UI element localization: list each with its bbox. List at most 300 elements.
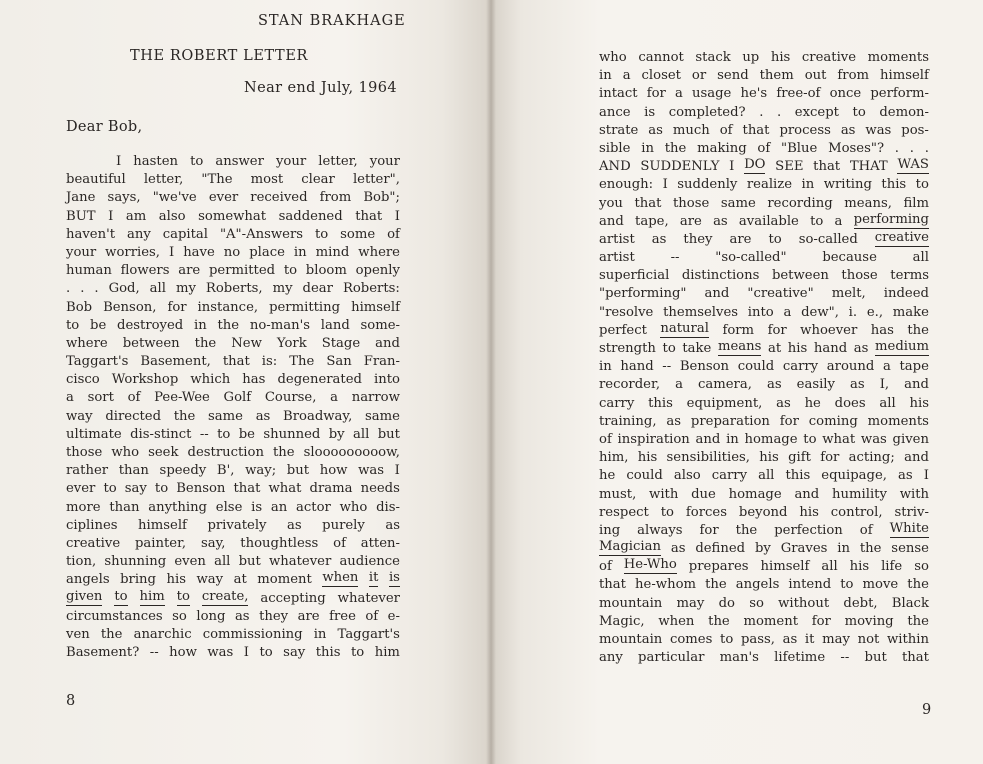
word: some- [360, 317, 400, 333]
word: him, [599, 450, 629, 466]
word: which [190, 372, 231, 388]
word: it [804, 632, 815, 647]
underlined-word: to [114, 588, 128, 604]
word: in [293, 244, 307, 260]
word: be [238, 426, 255, 442]
word: haven't [66, 226, 116, 242]
word: rather [66, 463, 109, 479]
word: The [289, 354, 315, 370]
word: you [599, 195, 623, 211]
word: Taggart's [66, 354, 129, 370]
word: this [785, 468, 811, 484]
word: to [66, 317, 80, 333]
word: "The [201, 172, 233, 188]
word: all [149, 281, 166, 297]
word: usage [691, 86, 732, 102]
word: -- [670, 250, 680, 266]
word: I [394, 463, 400, 479]
text-line [66, 280, 400, 298]
word: humility [832, 486, 887, 502]
word: the [173, 408, 196, 424]
word: and [794, 486, 820, 502]
word: from [319, 190, 352, 206]
word: to [103, 481, 117, 497]
word: to [217, 426, 231, 442]
text-line [66, 299, 400, 317]
word: dew", [801, 304, 839, 320]
word: gift [788, 450, 811, 466]
text-line [66, 244, 400, 262]
text-line [599, 413, 929, 431]
word: as [670, 541, 686, 557]
word: pos- [901, 122, 929, 138]
word: I [729, 159, 735, 175]
word: narrow [351, 390, 400, 406]
word: all [214, 554, 231, 570]
word: much [672, 122, 710, 138]
word: anything [148, 499, 208, 515]
word: mind [315, 244, 350, 260]
word: moments [867, 413, 929, 429]
word: they [259, 608, 289, 624]
word: artist [599, 231, 635, 247]
word: process [779, 122, 831, 138]
word: dis- [376, 499, 400, 515]
word: whatever [337, 590, 400, 606]
word: AND [599, 159, 631, 175]
word: carry [711, 468, 748, 484]
text-line [599, 504, 929, 522]
word: striv- [894, 504, 929, 520]
word: also [673, 468, 701, 484]
word: as [713, 213, 728, 229]
word: stack [695, 50, 731, 65]
word: also [158, 208, 186, 224]
word: tion, [66, 554, 97, 570]
word: himself [351, 299, 400, 315]
word: my [175, 281, 196, 297]
word: . [894, 140, 899, 156]
word: from [837, 68, 870, 84]
word: in [726, 431, 739, 447]
word: a [622, 68, 631, 84]
word: the [907, 322, 929, 338]
word: so [914, 559, 929, 575]
word: respect [599, 504, 649, 520]
word: forces [685, 504, 727, 520]
word: BUT [66, 208, 96, 224]
word: ultimate [66, 426, 122, 442]
word: seek [148, 445, 179, 460]
word: way [196, 572, 224, 588]
text-line [66, 517, 400, 535]
word: I [168, 244, 175, 260]
word: how [169, 645, 197, 661]
word: comes [669, 632, 713, 647]
word: as [648, 122, 663, 138]
word: intend [788, 577, 832, 593]
word: man's [719, 650, 759, 666]
word: says, [107, 190, 141, 206]
word: for [779, 413, 799, 429]
word: but [286, 463, 310, 479]
word: particular [638, 650, 705, 666]
word: what [822, 431, 856, 447]
word: no [223, 244, 241, 260]
text-line [599, 486, 929, 504]
underlined-word: WAS [897, 157, 929, 173]
word: cisco [66, 372, 100, 388]
text-line [599, 285, 929, 303]
word: that [634, 195, 662, 211]
word: lifetime [774, 650, 826, 666]
word: this [315, 645, 341, 661]
text-line [599, 104, 929, 122]
word: shunning [104, 554, 167, 570]
word: realize [746, 177, 793, 193]
word: that [222, 354, 250, 370]
text-line [599, 395, 929, 413]
word: actor [296, 499, 331, 515]
word: take [682, 341, 712, 356]
word: letter, [318, 154, 358, 169]
word: a [66, 390, 74, 406]
word: so [172, 608, 187, 624]
word: -- [662, 359, 672, 375]
word: dear [302, 281, 333, 297]
word: move [862, 577, 899, 593]
word: I [243, 645, 249, 661]
word: . [909, 140, 914, 156]
word: some [340, 226, 376, 242]
word: always [637, 522, 683, 538]
word: -- [840, 650, 850, 666]
word: -- [199, 426, 209, 442]
word: his [849, 559, 870, 575]
word: at [233, 572, 247, 588]
word: the [664, 140, 687, 156]
word: mountain [599, 595, 663, 611]
text-line [599, 358, 929, 376]
word: within [886, 632, 929, 647]
word: was [358, 463, 385, 479]
word: indeed [883, 286, 929, 302]
word: I [108, 208, 114, 224]
underlined-word: him [139, 588, 165, 604]
word: same [365, 408, 400, 424]
word: to [840, 577, 854, 593]
word: where [66, 335, 108, 351]
text-line [66, 189, 400, 207]
word: in [194, 317, 207, 333]
word: privately [207, 517, 267, 533]
word: Stage [321, 335, 361, 351]
text-line [599, 540, 929, 558]
word: permitting [269, 299, 341, 315]
running-head: STAN BRAKHAGE [258, 13, 406, 29]
word: even [174, 554, 206, 570]
word: creative [66, 535, 121, 551]
left-page-body [66, 153, 400, 662]
word: as [850, 377, 865, 393]
word: perfection [774, 522, 843, 538]
text-line [599, 176, 929, 194]
word: between [771, 268, 829, 284]
word: Course, [264, 390, 317, 406]
word: due [691, 486, 716, 502]
word: Black [891, 595, 929, 611]
word: ever [208, 190, 239, 206]
text-line [599, 231, 929, 249]
word: is [251, 499, 263, 515]
word: the [735, 522, 758, 538]
word: demon- [879, 104, 929, 120]
word: for [767, 322, 787, 338]
word: do [718, 595, 735, 611]
word: say [124, 481, 147, 497]
word: as [651, 231, 667, 247]
word: perform- [870, 86, 929, 102]
word: same [208, 408, 243, 424]
word: so [749, 595, 764, 611]
word: in [599, 68, 612, 84]
text-line [599, 249, 929, 267]
word: may [676, 595, 705, 611]
word: and [704, 286, 730, 302]
word: a [674, 86, 683, 102]
word: sense [891, 541, 929, 557]
word: once [829, 86, 862, 102]
word: in [801, 177, 815, 193]
text-line [66, 426, 400, 444]
text-line [599, 376, 929, 394]
word: Bob"; [363, 190, 400, 206]
word: and [375, 335, 400, 351]
word: those [66, 445, 103, 460]
word: themselves [663, 304, 739, 320]
word: enough: [599, 177, 654, 193]
word: . [776, 104, 782, 120]
word: beyond [738, 504, 788, 520]
word: speedy [159, 463, 207, 479]
word: but [377, 426, 400, 442]
word: as [766, 377, 782, 393]
text-line [66, 535, 400, 553]
word: for [167, 299, 187, 315]
word: ing [599, 522, 621, 538]
word: letter", [352, 172, 400, 188]
word: of [599, 431, 612, 447]
word: for [811, 613, 831, 629]
word: mountain [599, 632, 663, 647]
word: must, [599, 486, 637, 502]
word: Workshop [111, 372, 179, 388]
word: ciplines [66, 517, 118, 533]
text-line [599, 213, 929, 231]
word: how [319, 463, 348, 479]
word: he [599, 468, 616, 484]
text-line [599, 576, 929, 594]
word: that [742, 122, 770, 138]
word: circumstances [66, 608, 163, 624]
word: moments [867, 50, 929, 65]
text-line [599, 267, 929, 285]
word: thoughtless [240, 535, 319, 551]
salutation: Dear Bob, [66, 119, 143, 135]
word: to [662, 341, 676, 356]
text-line [599, 85, 929, 103]
word: Graves [780, 541, 828, 557]
word: equipment, [686, 395, 763, 411]
word: letter, [143, 172, 184, 188]
word: as [853, 341, 869, 356]
word: whatever [268, 554, 332, 570]
word: say [283, 645, 306, 661]
word: has [242, 372, 266, 388]
word: inspiration [617, 431, 690, 447]
word: life [881, 559, 903, 575]
word: the [100, 626, 123, 642]
word: way; [245, 463, 277, 479]
word: directed [105, 408, 162, 424]
underlined-word: DO [744, 157, 766, 173]
word: . [924, 140, 929, 156]
word: of [859, 522, 873, 538]
underlined-word: performing [853, 211, 929, 227]
word: a [675, 377, 683, 393]
word: more [66, 499, 101, 515]
word: those [672, 195, 710, 211]
word: else [215, 499, 243, 515]
word: Basement? [66, 645, 140, 661]
word: where [358, 244, 400, 260]
text-line [66, 371, 400, 389]
word: of [333, 535, 346, 551]
word: in [313, 626, 327, 642]
text-line [66, 226, 400, 244]
underlined-word: natural [660, 320, 709, 336]
word: all [758, 468, 775, 484]
word: "Blue [781, 140, 818, 156]
word: make [892, 304, 929, 320]
text-line [66, 353, 400, 371]
word: that [813, 159, 841, 175]
word: Basement, [140, 354, 211, 370]
word: the [907, 577, 929, 593]
underlined-word: to [176, 588, 190, 604]
word: have [183, 244, 215, 260]
word: openly [355, 263, 400, 279]
word: e., [866, 304, 884, 320]
underlined-word: create, [201, 588, 249, 604]
word: the [194, 335, 217, 351]
word: without [778, 595, 830, 611]
word: slooooooooow, [303, 445, 400, 460]
word: Magic, [599, 613, 645, 629]
word: to [852, 104, 866, 120]
word: "A"-Answers [219, 226, 304, 242]
word: audience [339, 554, 400, 570]
word: easily [796, 377, 835, 393]
word: Roberts: [342, 281, 400, 297]
word: as [898, 468, 913, 484]
text-line [66, 171, 400, 189]
word: melt, [831, 286, 866, 302]
letter-title: THE ROBERT LETTER [130, 48, 309, 64]
word: to [154, 481, 169, 497]
word: by [328, 426, 345, 442]
word: as [840, 122, 856, 138]
text-line [66, 608, 400, 626]
underlined-word: when [322, 570, 359, 586]
word: "so-called" [715, 250, 787, 266]
book-gutter [486, 0, 496, 764]
word: or [691, 68, 707, 84]
word: to [915, 177, 929, 193]
word: they [683, 231, 713, 247]
underlined-word: it [368, 570, 379, 586]
word: a [330, 390, 338, 406]
word: all [353, 426, 370, 442]
text-line [599, 158, 929, 176]
word: SUDDENLY [640, 159, 720, 175]
word: he [804, 395, 821, 411]
word: your [275, 154, 307, 169]
word: Benson, [103, 299, 157, 315]
word: are [679, 213, 702, 229]
word: land [320, 317, 350, 333]
word: equipage, [821, 468, 887, 484]
word: the [907, 613, 929, 629]
word: to [660, 504, 674, 520]
word: that [902, 650, 929, 666]
word: his [759, 450, 779, 466]
word: his [909, 395, 929, 411]
word: I [394, 208, 400, 224]
text-line [599, 195, 929, 213]
word: way [66, 408, 93, 424]
word: when [658, 613, 695, 629]
text-line [599, 322, 929, 340]
word: sible [599, 140, 631, 156]
word: in [641, 140, 654, 156]
underlined-word: creative [874, 229, 929, 245]
text-line [599, 631, 929, 649]
word: long [196, 608, 226, 624]
word: Golf [223, 390, 252, 406]
word: at [768, 341, 782, 356]
word: around [826, 359, 875, 375]
word: closet [641, 68, 681, 84]
word: "we've [152, 190, 197, 206]
word: than [109, 499, 140, 515]
word: is [644, 104, 656, 120]
word: . [80, 281, 85, 297]
word: himself [760, 559, 810, 575]
word: beautiful [66, 172, 126, 188]
word: Moses"? [828, 140, 885, 156]
word: and [904, 377, 929, 393]
word: may [822, 632, 850, 647]
word: moment [257, 572, 312, 588]
word: was [860, 431, 887, 447]
word: dis-stinct [130, 426, 192, 442]
underlined-word: means [717, 339, 762, 354]
word: moment [743, 613, 799, 629]
word: cannot [638, 50, 684, 65]
word: say, [200, 535, 226, 551]
word: could [737, 359, 775, 375]
